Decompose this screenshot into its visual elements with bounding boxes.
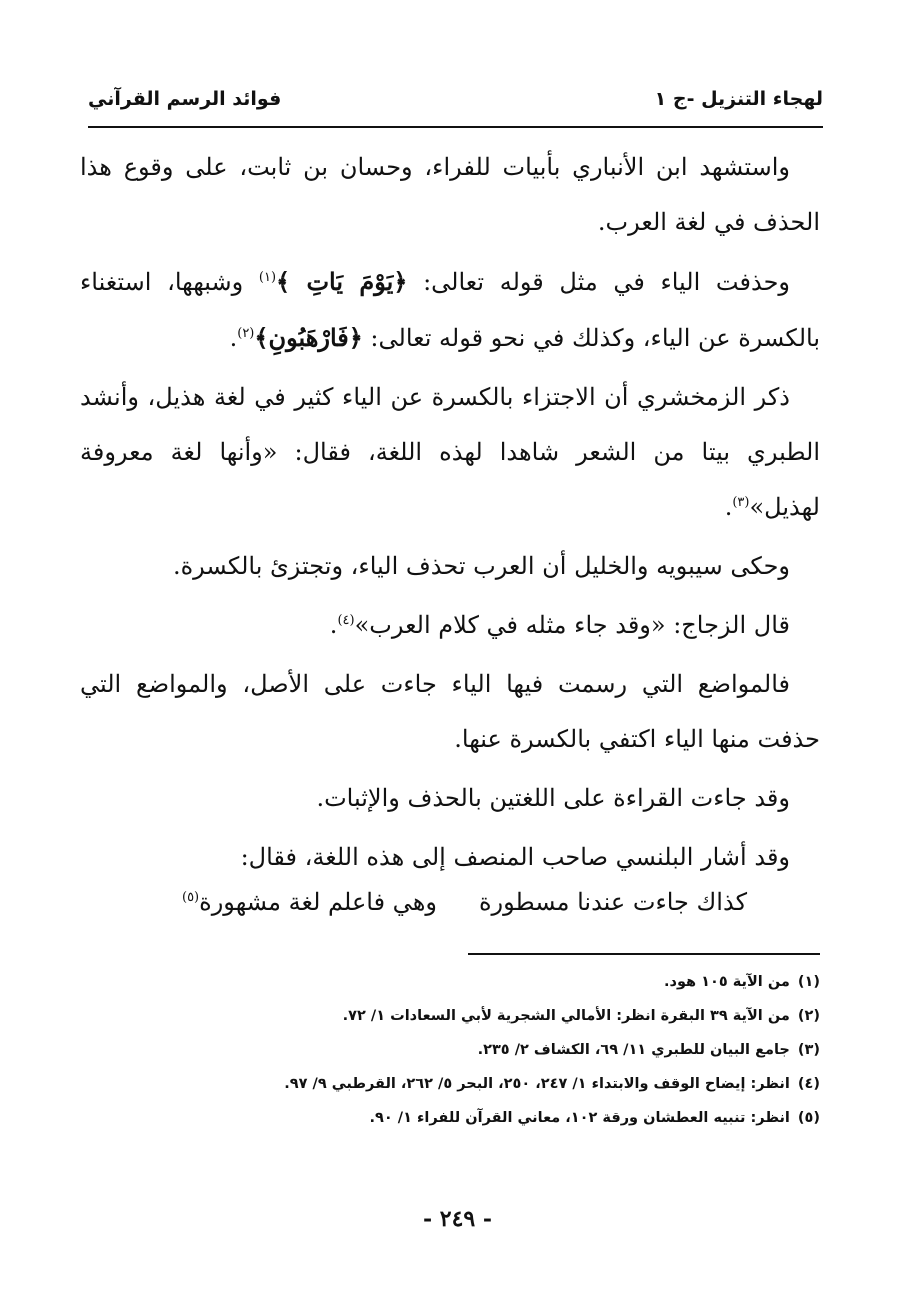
footnote-item: [200, 1101, 820, 1135]
footnote-number: (٢): [797, 1008, 820, 1024]
page-number: - ٢٤٩ -: [422, 1206, 493, 1232]
paragraph-2-text-c: .: [229, 324, 238, 352]
header-book-title: لهجاء التنزيل -ج ١: [654, 88, 823, 110]
paragraph-4: [80, 539, 820, 594]
paragraph-3: [80, 370, 820, 535]
paragraph-1-text: واستشهد ابن الأنباري بأبيات للفراء، وحسان بن ثابت، على وقوع هذا الحذف في لغة العرب.: [80, 153, 820, 236]
footnote-ref-5: (٥): [181, 890, 200, 905]
footnote-number: (٥): [797, 1110, 820, 1126]
footnote-number: (٤): [797, 1076, 820, 1092]
paragraph-4-text: وحكى سيبويه والخليل أن العرب تحذف الياء، وتجتزئ بالكسرة.: [172, 552, 790, 580]
footnote-text: جامع البيان للطبري ١١/ ٦٩، الكشاف ٢/ ٢٣٥.: [477, 1042, 790, 1058]
paragraph-6: [80, 657, 820, 767]
footnote-text: من الآية ٣٩ البقرة انظر: الأمالي الشجرية لأبي السعادات ١/ ٧٢.: [342, 1008, 790, 1024]
paragraph-7: [80, 771, 820, 826]
footnote-text: انظر: تنبيه العطشان ورقة ١٠٢، معاني القرآن للفراء ١/ ٩٠.: [369, 1110, 790, 1126]
quran-quote-2: ﴿فَارْهَبُونِ﴾: [254, 323, 363, 352]
header-chapter-title: فوائد الرسم القرآني: [88, 88, 282, 110]
running-header: [88, 78, 823, 122]
footnote-text: انظر: إيضاح الوقف والابتداء ١/ ٢٤٧، ٢٥٠، البحر ٥/ ٢٦٢، القرطبي ٩/ ٩٧.: [284, 1076, 790, 1092]
paragraph-5-text: قال الزجاج: «وقد جاء مثله في كلام العرب»: [354, 611, 790, 639]
footnote-ref-4: (٤): [337, 613, 355, 628]
paragraph-5: [80, 598, 820, 653]
footnote-rule: [468, 953, 820, 955]
paragraph-3-text: ذكر الزمخشري أن الاجتزاء بالكسرة عن الياء كثير في لغة هذيل، وأنشد الطبري بيتا من الشعر شاهدا لهذه اللغة، فقال: «وأنها لغة معروفة لهذيل»: [80, 383, 820, 521]
footnote-number: (١): [797, 974, 820, 990]
footnote-item: [200, 1067, 820, 1101]
paragraph-3-end: .: [724, 493, 733, 521]
verse-second-hemistich: وهي فاعلم لغة مشهورة: [199, 888, 437, 916]
quran-quote-1: ﴿يَوْمَ يَاتِ ﴾: [276, 267, 408, 296]
paragraph-2: [80, 254, 820, 366]
footnote-item: [200, 1033, 820, 1067]
header-rule: [88, 126, 823, 128]
footnote-item: [200, 999, 820, 1033]
paragraph-2-text-a: وحذفت الياء في مثل قوله تعالى:: [407, 268, 790, 296]
paragraph-8: [80, 830, 820, 885]
paragraph-5-end: .: [329, 611, 338, 639]
paragraph-8-text: وقد أشار البلنسي صاحب المنصف إلى هذه اللغة، فقال:: [240, 843, 790, 871]
paragraph-6-text: فالمواضع التي رسمت فيها الياء جاءت على الأصل، والمواضع التي حذفت منها الياء اكتفي بالكسرة عنها.: [80, 670, 820, 753]
footnote-text: من الآية ١٠٥ هود.: [664, 974, 790, 990]
footnotes: [200, 965, 820, 1135]
paragraph-1: [80, 140, 820, 250]
paragraph-2-text-b: وشبهها، استغناء بالكسرة عن الياء، وكذلك في نحو قوله تعالى:: [80, 268, 820, 352]
footnote-number: (٣): [797, 1042, 820, 1058]
footnote-ref-2: (٢): [237, 326, 255, 341]
footnote-ref-1: (١): [258, 270, 277, 285]
footnote-item: [200, 965, 820, 999]
paragraph-7-text: وقد جاءت القراءة على اللغتين بالحذف والإثبات.: [316, 784, 790, 812]
footnote-ref-3: (٣): [732, 495, 750, 510]
main-text: [80, 140, 820, 889]
verse-first-hemistich: كذاك جاءت عندنا مسطورة: [478, 888, 747, 916]
poem-verse: [182, 880, 747, 924]
